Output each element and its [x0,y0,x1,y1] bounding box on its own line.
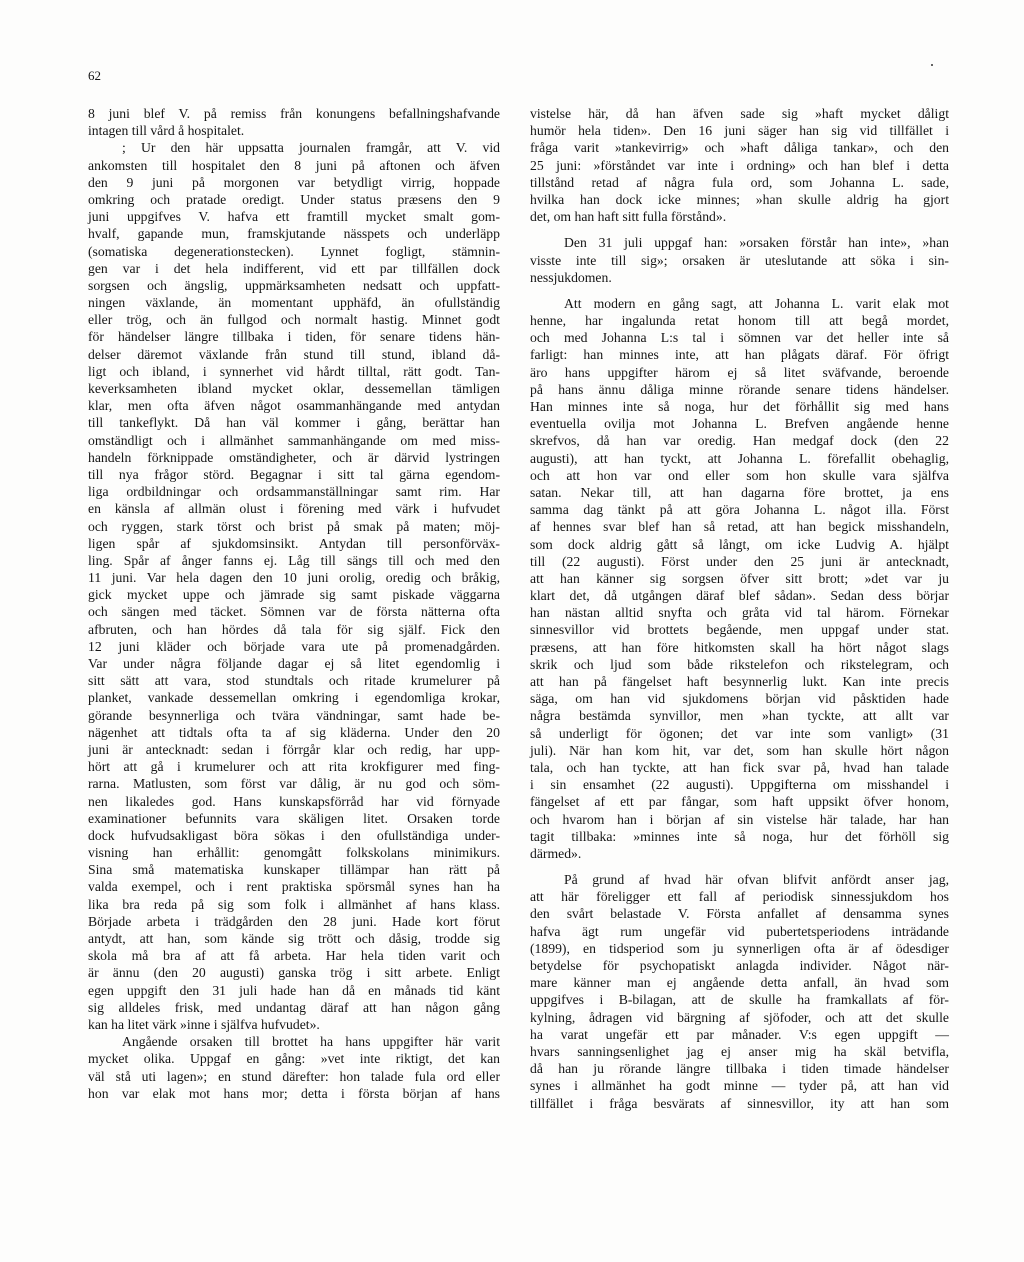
text-line: därmed». [530,845,582,861]
right-text-column [530,105,949,1112]
text-line: vistelse här, då han äfven sade sig »haft mycket dåligt [530,106,949,121]
text-line: ling. Spår af ånger fanns ej. Låg till sängs till och med den [88,552,500,568]
text-line: tagit tillbaka: »minnes inte så noga, hur det förhöll sig [530,828,949,844]
text-line: planket, vankade dessemellan omkring i egendomliga krokar, [88,690,500,706]
text-line: han nästan alltid snyfta och gråta vid tal härom. Förnekar [530,605,949,621]
text-line: gen var i det hela indifferent, vid ett par tillfällen dock [88,260,500,276]
text-line: och hvarom han i början af sin vistelse här talade, har han [530,811,949,827]
text-line: är ännu (den 20 augusti) ganska trög i sitt arbete. Enligt [88,965,500,981]
text-line: ligt och ibland, i synnerhet vid hårdt tilltal, rätt godt. Tan- [88,363,500,379]
text-line: görande besynnerliga och tvära vändningar, samt hade be- [88,707,500,723]
text-line: handeln förknippade omständigheter, och är därvid lystringen [88,449,500,465]
text-line: det, om han haft sitt fulla förstånd». [530,209,727,225]
text-line: præsens, att han före hitkomsten skall ha hört något slags [530,639,949,655]
text-line: Sina små matematiska kunskaper tillämpar han rätt på [88,862,500,878]
text-line: hafva ägt rum ungefär vid pubertetsperiodens inträdande [530,923,949,939]
text-line: och att hon var ond eller som hon skulle vara själfva [530,467,949,483]
text-line: Den 31 juli uppgaf han: »orsaken förstår han inte», »han [564,235,949,251]
text-line: och med Johanna L:s tal i sömnen var det heller inte så [530,330,949,346]
text-line: 12 juni kläder och började vara ute på promenadgården. [88,638,500,654]
text-line: dock hufvudsakligast böra sökas i den ofullständiga under- [88,827,500,843]
text-line: egen uppgift den 31 juli hade han då en månads tid känt [88,982,500,998]
text-line: synes i allmänhet ha godt minne — tyder på, att han vid [530,1078,949,1094]
text-line: tillfället i fråga besvärats af sinnesvillor, ity att han som [530,1095,949,1111]
text-line: då han ju rörande längre tillbaka i tiden timade händelser [530,1061,949,1077]
text-line: till (22 augusti). Först under den 25 juni är antecknadt, [530,553,949,569]
text-line: sinnesvillor vid brottets begående, men uppgaf under stat. [530,622,949,638]
text-line: några bestämda synvillor, men »han tyckte, att allt var [530,708,949,724]
text-line: augusti), att han tyckt, att Johanna L. förefallit obehaglig, [530,450,949,466]
text-line: (1899), en tidsperiod som ju synnerligen ofta är af ödesdiger [530,940,949,956]
text-line: hvars sanningsenlighet jag ej anser mig ha skäl betvifla, [530,1043,949,1059]
text-line: för händelser längre tillbaka i tiden, för senare tidens hän- [88,329,500,345]
text-line: samma dag tänkt på att göra Johanna L. något illa. Först [530,502,949,518]
text-line: (somatiska degenerationstecken). Lynnet fogligt, stämnin- [88,243,500,259]
text-line: klar, men ofta äfven något osammanhängande med antydan [88,398,500,414]
text-line: rarna. Matlusten, som först var dålig, är nu god och söm- [88,776,500,792]
text-line: sorgsen och ängslig, uppmärksamheten nedsatt och uppfatt- [88,277,500,293]
text-line: 11 juni. Var hela dagen den 10 juni orolig, oredig och bråkig, [88,570,500,586]
text-line: att här föreligger ett fall af periodisk sinnessjukdom hos [530,889,949,905]
text-line: att han känner sig sorgsen öfver sitt brott; »det var ju [530,570,949,586]
text-line: hört att gå i krumelurer och att rita krokfigurer med fing- [88,759,500,775]
text-line: kan ha litet värk »inne i själfva hufvudet». [88,1016,320,1032]
text-line: väl stå uti lagen»; en stund därefter: hon talade fula ord eller [88,1068,500,1084]
text-line: intagen till vård å hospitalet. [88,123,245,139]
text-line: mycket olika. Uppgaf en gång: »vet inte riktigt, det kan [88,1051,500,1067]
text-line: säga, om han vid sjukdomens början vid påsktiden hade [530,691,949,707]
text-line: keverksamheten ibland mycket oklar, dessemellan tämligen [88,381,500,396]
text-line: delser däremot växlande från stund till stund, ibland då- [88,346,500,362]
text-line: juni är antecknadt: sedan i förrgår klar och redig, har upp- [88,741,500,757]
text-line: tala, och han tyckte, att han fick svar på, hvad han talade [530,759,949,775]
text-line: eventuella ovilja mot Johanna L. Brefven angående henne [530,416,949,432]
text-line: ; Ur den här uppsatta journalen framgår, att V. vid [122,140,500,156]
text-line: farligt: han minnes inte, att han plågats däraf. För öfrigt [530,347,949,363]
text-line: mare känner man ej angående detta anfall, än hvad som [530,975,949,991]
text-line: hvalf, gapande mun, framskjutande nässpets och underläpp [88,226,500,242]
text-line: hvilka han dock icke minnes; »han skulle aldrig ha gjort [530,191,949,207]
text-line: 8 juni blef V. på remiss från konungens befallningshafvande [88,106,500,121]
text-line: Han minnes inte så noga, hur det förhållit sig med hans [530,399,949,414]
text-line: skola må bra af att få arbeta. Har hela tiden varit och [88,948,500,964]
text-line: skrefvos, då han var oredig. Han medgaf dock (den 22 [530,433,949,449]
text-line: antydt, att han, som kände sig trött och dåsig, trodde sig [88,931,500,946]
text-line: på hans ännu dåliga minne rörande senare tidens händelser. [530,381,949,397]
text-line: ankomsten till hospitalet den 8 juni på aftonen och äfven [88,157,500,173]
text-line: På grund af hvad här ofvan blifvit anfördt anser jag, [564,872,949,888]
text-line: gick mycket uppe och jämrade sig samt piskade väggarna [88,587,500,603]
text-line: satan. Nekar till, att han dagarna före brottet, ja ens [530,484,949,500]
text-line: afbruten, och han hördes då tala för sig själf. Fick den [88,621,500,637]
text-line: hon var elak mot hans mor; detta i första början af hans [88,1085,500,1101]
text-line: lika bra reda på sig som folk i allmänhet af hans klass. [88,896,500,912]
text-line: och ryggen, stark törst och brist på smak på maten; möj- [88,518,500,534]
speck-mark [931,64,933,66]
text-line: nägenhet att tidtals ofta ta af sig kläderna. Under den 20 [88,724,500,740]
text-line: liga ordbildningar och ordsammanställningar samt rim. Har [88,484,500,500]
left-text-column [88,105,500,1102]
text-line: äro hans uppgifter härom ej så litet sväfvande, beroende [530,364,949,380]
text-line: nen likaledes god. Hans kunskapsförråd har vid förnyade [88,793,500,809]
text-line: fängelset af ett par fångar, som haft uppsikt öfver honom, [530,794,949,810]
text-line: till tankeflykt. Då han väl kommer i gång, berättar han [88,415,500,431]
text-line: uppgifves i B-bilagan, att de skulle ha framkallats af för- [530,992,949,1008]
text-line: nessjukdomen. [530,269,612,285]
text-line: sitt sätt att vara, stod stundtals och ritade krumelurer på [88,673,500,689]
text-line: visste inte till sig»; orsaken är uteslutande att söka i sin- [530,252,949,268]
text-line: omkring och pratade oredigt. Under status præsens den 9 [88,191,500,207]
text-line: sig alldeles frisk, med undantag däraf att han någon gång [88,999,500,1015]
text-line: valda exempel, och i rent praktiska spörsmål synes han ha [88,879,500,895]
text-line: den 9 juni på morgonen var betydligt virrig, hoppade [88,174,500,190]
text-line: af hennes svar blef han så retad, att han begick misshandeln, [530,519,949,535]
text-line: som dock aldrig gått så långt, om icke Ludvig A. hjälpt [530,536,949,552]
text-line: tillstånd retad af några fula ord, som Johanna L. sade, [530,174,949,190]
text-line: visning han erhållit: genomgått folkskolans minimikurs. [88,845,500,861]
text-line: Började arbeta i trädgården den 28 juni. Hade kort förut [88,913,500,929]
text-line: skrik och ljud som både rikstelefon och rikstelegram, och [530,656,949,672]
text-line: ningen växlande, än momentant upphäfd, än ofullständig [88,295,500,311]
text-line: att han på fängelset haft besynnerlig lukt. Kan inte precis [530,674,949,689]
text-line: fråga varit »tankevirrig» och »haft dåliga tankar», och den [530,140,949,156]
text-line: till nya frågor störd. Begagnar i sitt tal gärna egendom- [88,466,500,482]
page-number: 62 [88,68,101,83]
text-line: Var under några följande dagar ej så litet egendomlig i [88,656,500,671]
text-line: humör hela tiden». Den 16 juni säger han sig vid tillfället i [530,123,949,139]
text-line: en känsla af allmän olust i förening med värk i hufvudet [88,501,500,517]
text-line: omständligt och i allmänhet sammanhängande om med miss- [88,432,500,448]
text-line: examinationer befunnits vara skäligen litet. Orsaken torde [88,810,500,826]
text-line: juli). När han kom hit, var det, som han skulle hört någon [530,742,949,758]
text-line: så underligt för ögonen; det var inte som vanligt» (31 [530,725,949,741]
text-line: henne, har ingalunda retat honom till att begå mordet, [530,313,949,329]
text-line: och sängen med täcket. Sömnen var de första nätterna ofta [88,604,500,620]
text-line: ligen spår af sjukdomsinsikt. Antydan till personförväx- [88,535,500,551]
text-line: klart det, då utgången däraf blef sådan». Sedan dess börjar [530,588,949,604]
text-line: den svårt belastade V. Första anfallet af densamma synes [530,906,949,922]
text-line: Att modern en gång sagt, att Johanna L. varit elak mot [564,295,949,311]
text-line: 25 juni: »förståndet var inte i ordning» och han blef i detta [530,157,949,173]
text-line: i sin ensamhet (22 augusti). Uppgifterna om misshandel i [530,777,949,793]
text-line: ha varat ungefär ett par månader. V:s egen uppgift — [530,1026,949,1042]
text-line: Angående orsaken till brottet ha hans uppgifter här varit [122,1034,500,1050]
text-line: juni uppgifves V. hafva ett framtill mycket smalt gom- [88,209,500,225]
text-line: kylning, ådragen vid bärgning af sjöfoder, och att det skulle [530,1009,949,1025]
text-line: betydelse för psychopatiskt anlagda individer. Något när- [530,958,949,973]
text-line: eller trög, och än fullgod och normalt hastig. Minnet godt [88,312,500,328]
